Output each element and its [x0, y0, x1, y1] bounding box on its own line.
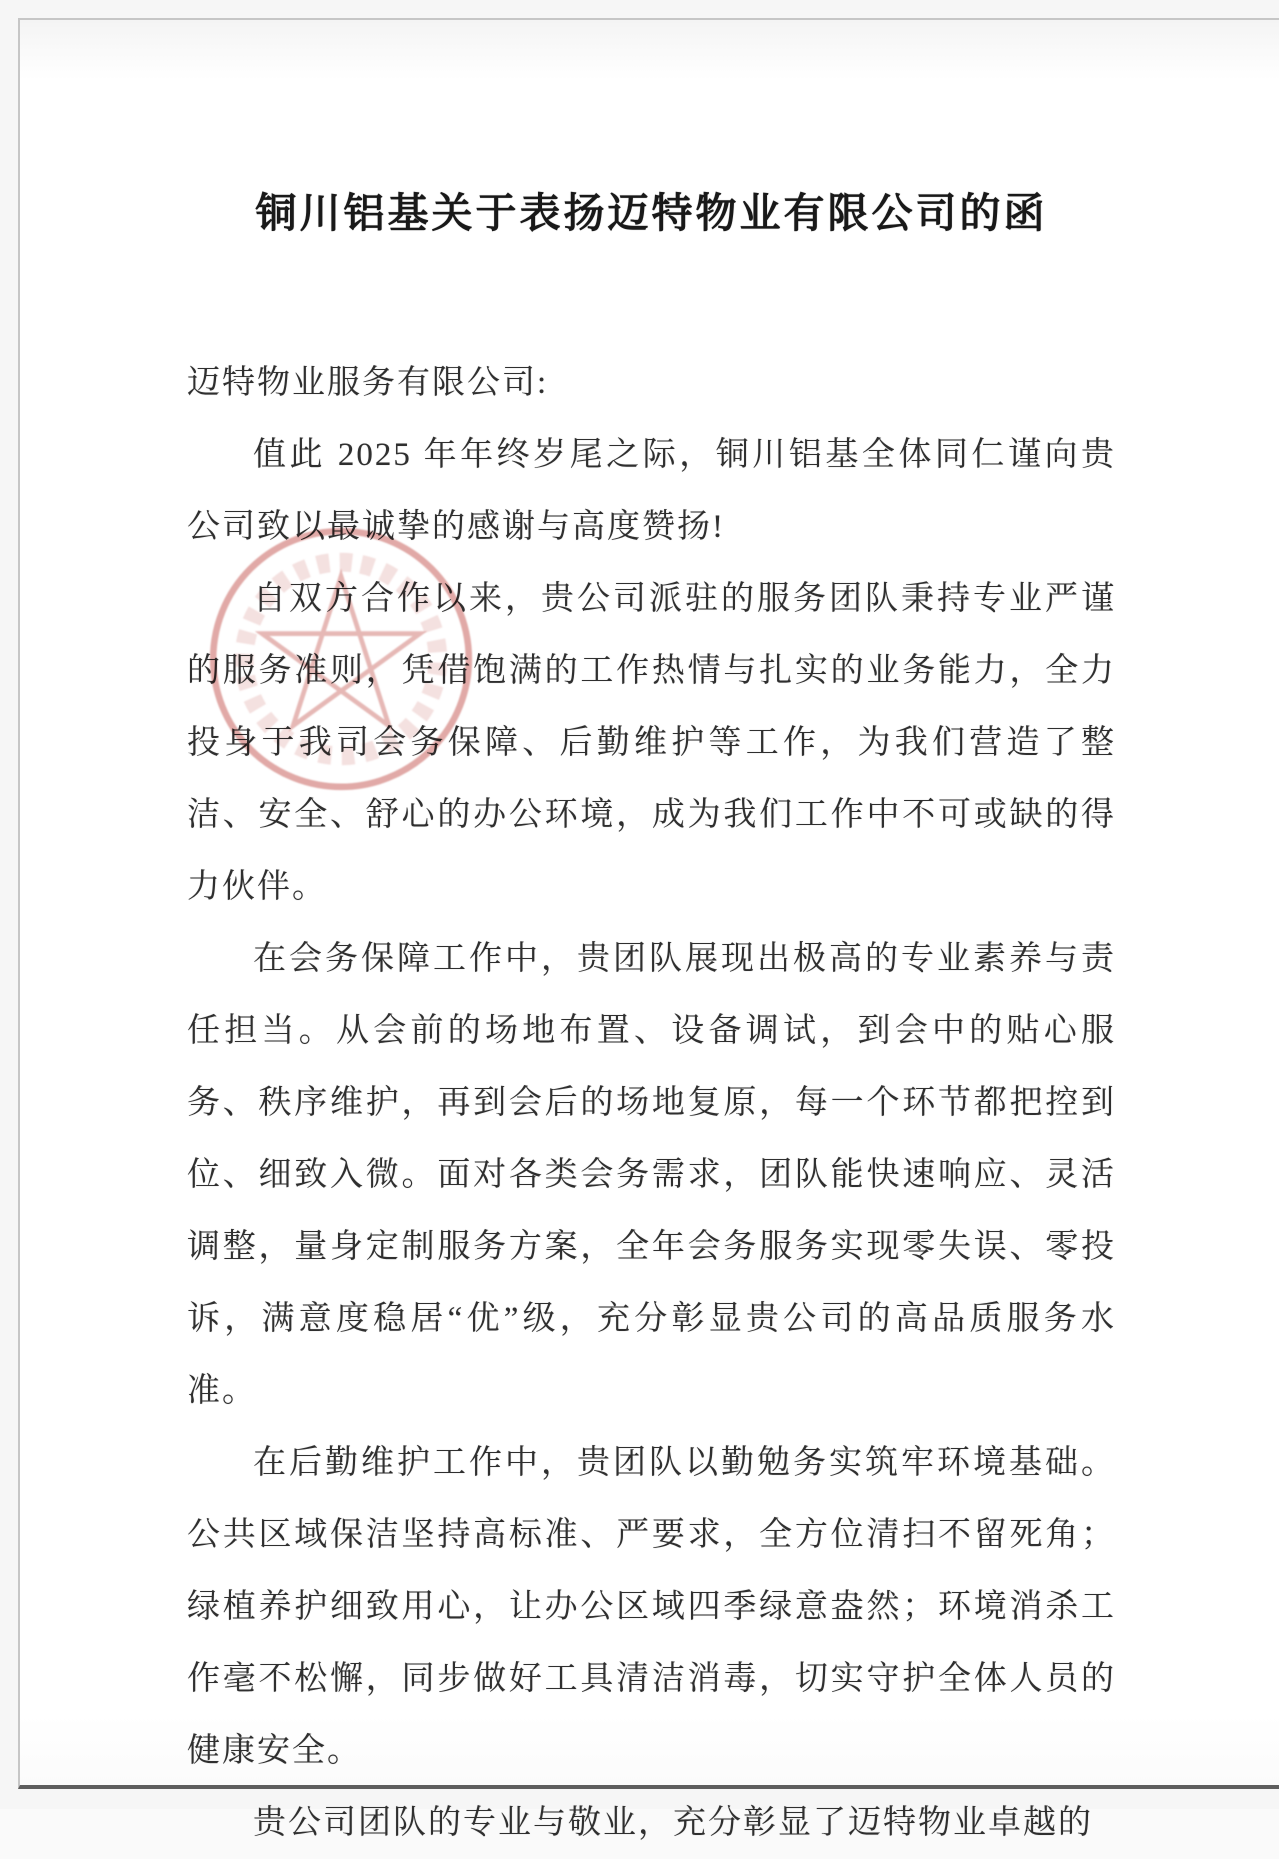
letter-body: [187, 347, 1116, 1859]
letter-page: [18, 18, 1279, 1841]
letter-paragraph-2: 自双方合作以来，贵公司派驻的服务团队秉持专业严谨的服务准则，凭借饱满的工作热情与扎实的业务能力，全力投身于我司会务保障、后勤维护等工作，为我们营造了整洁、安全、舒心的办公环境，成为我们工作中不可或缺的得力伙伴。: [187, 581, 1116, 905]
letter-paragraph-1: 值此 2025 年年终岁尾之际，铜川铝基全体同仁谨向贵公司致以最诚挚的感谢与高度赞扬!: [187, 437, 1116, 545]
letter-title: 铜川铝基关于表扬迈特物业有限公司的函: [255, 190, 1048, 236]
letter-paragraph-5: 贵公司团队的专业与敬业，充分彰显了迈特物业卓越的: [253, 1805, 1093, 1841]
salutation: 迈特物业服务有限公司:: [187, 365, 549, 401]
letter-paragraph-3: 在会务保障工作中，贵团队展现出极高的专业素养与责任担当。从会前的场地布置、设备调试，到会中的贴心服务、秩序维护，再到会后的场地复原，每一个环节都把控到位、细致入微。面对各类会务需求，团队能快速响应、灵活调整，量身定制服务方案，全年会务服务实现零失误、零投诉，满意度稳居“优”级，充分彰显贵公司的高品质服务水准。: [187, 941, 1116, 1409]
letter-paragraph-4: 在后勤维护工作中，贵团队以勤勉务实筑牢环境基础。公共区域保洁坚持高标准、严要求，全方位清扫不留死角；绿植养护细致用心，让办公区域四季绿意盎然；环境消杀工作毫不松懈，同步做好工具清洁消毒，切实守护全体人员的健康安全。: [187, 1445, 1116, 1769]
